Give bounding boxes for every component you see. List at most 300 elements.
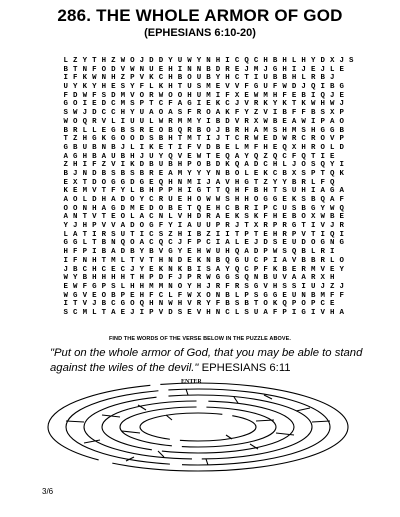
grid-letter: R — [139, 126, 145, 135]
grid-letter: H — [92, 256, 97, 265]
grid-letter: W — [92, 74, 97, 83]
grid-letter: T — [177, 83, 183, 92]
grid-letter: W — [73, 109, 78, 118]
grid-letter: O — [301, 213, 306, 222]
grid-letter: T — [310, 152, 316, 161]
grid-letter: E — [206, 204, 211, 213]
grid-letter: H — [101, 274, 107, 283]
grid-letter: M — [263, 91, 268, 100]
grid-letter: O — [130, 57, 135, 65]
grid-row — [61, 196, 347, 205]
grid-letter: T — [253, 230, 259, 239]
grid-letter: K — [301, 100, 306, 109]
grid-letter: P — [272, 222, 278, 231]
grid-letter: N — [206, 256, 211, 265]
grid-letter: F — [291, 109, 297, 118]
grid-letter: H — [82, 135, 87, 144]
verse-block — [50, 346, 380, 376]
grid-letter: I — [291, 65, 297, 74]
grid-letter: S — [282, 187, 287, 196]
grid-letter: D — [225, 117, 230, 126]
grid-letter: L — [149, 83, 154, 92]
grid-letter: B — [310, 256, 316, 265]
grid-letter: K — [263, 169, 268, 178]
grid-letter: P — [158, 187, 164, 196]
grid-letter: R — [310, 143, 316, 152]
grid-letter: G — [168, 248, 173, 257]
grid-letter: U — [63, 83, 68, 92]
grid-letter: C — [253, 57, 259, 65]
grid-letter: R — [320, 248, 325, 257]
grid-letter: D — [120, 248, 126, 257]
grid-row — [61, 153, 347, 162]
grid-letter: E — [282, 196, 287, 204]
grid-letter: I — [63, 74, 68, 83]
grid-letter: Q — [320, 91, 325, 100]
grid-letter: Q — [158, 239, 164, 248]
grid-letter: D — [215, 65, 221, 74]
grid-letter: V — [234, 117, 240, 126]
grid-letter: S — [111, 169, 116, 178]
grid-letter: G — [92, 282, 97, 291]
puzzle-title: 286. THE WHOLE ARMOR OF GOD — [57, 6, 343, 25]
grid-letter: G — [272, 65, 278, 74]
grid-letter: L — [310, 178, 316, 187]
grid-letter: D — [130, 178, 135, 187]
grid-letter: I — [120, 161, 126, 170]
grid-letter: I — [310, 222, 316, 231]
grid-letter: T — [272, 187, 278, 196]
grid-letter: K — [101, 135, 107, 144]
grid-letter: Z — [253, 109, 259, 118]
grid-letter: I — [63, 256, 68, 265]
grid-letter: D — [215, 161, 221, 170]
grid-letter: C — [111, 300, 116, 309]
grid-letter: E — [310, 65, 316, 74]
grid-letter: B — [120, 152, 126, 161]
grid-letter: E — [177, 196, 183, 204]
grid-letter: S — [225, 196, 230, 204]
grid-letter: R — [310, 135, 316, 144]
grid-letter: J — [263, 65, 268, 74]
grid-letter: O — [120, 213, 126, 222]
grid-letter: M — [120, 100, 126, 109]
grid-letter: E — [149, 178, 154, 187]
grid-letter: F — [168, 274, 173, 283]
grid-letter: B — [225, 169, 230, 178]
grid-letter: M — [187, 178, 192, 187]
grid-letter: J — [139, 152, 145, 161]
grid-letter: F — [339, 291, 344, 300]
grid-row — [61, 266, 347, 275]
grid-letter: B — [73, 143, 78, 152]
grid-letter: S — [301, 126, 306, 135]
grid-letter: R — [234, 282, 240, 291]
grid-letter: U — [149, 152, 154, 161]
grid-letter: I — [301, 282, 306, 291]
grid-letter: E — [158, 143, 164, 152]
grid-row — [61, 100, 347, 109]
grid-letter: Y — [73, 83, 78, 92]
grid-letter: G — [234, 256, 240, 265]
grid-letter: F — [187, 109, 192, 118]
grid-letter: H — [215, 57, 221, 65]
grid-letter: B — [272, 74, 278, 83]
grid-letter: N — [82, 204, 87, 213]
grid-letter: O — [301, 300, 306, 309]
grid-letter: V — [196, 143, 202, 152]
grid-letter: B — [149, 161, 154, 170]
grid-letter: M — [177, 117, 183, 126]
grid-letter: R — [196, 274, 202, 283]
grid-row — [61, 170, 347, 179]
grid-letter: B — [244, 300, 249, 309]
grid-letter: W — [63, 117, 68, 126]
grid-letter: K — [149, 143, 154, 152]
grid-letter: W — [206, 196, 211, 204]
grid-letter: R — [215, 282, 221, 291]
grid-letter: W — [82, 91, 87, 100]
grid-letter: T — [101, 256, 107, 265]
grid-letter: C — [73, 308, 78, 317]
grid-letter: B — [101, 239, 107, 248]
grid-letter: A — [63, 213, 68, 222]
grid-letter: H — [111, 74, 116, 83]
grid-letter: I — [225, 57, 230, 65]
grid-letter: D — [158, 274, 164, 283]
grid-letter: I — [196, 100, 202, 109]
grid-letter: Q — [234, 248, 240, 257]
grid-letter: A — [215, 178, 221, 187]
grid-letter: Y — [139, 248, 145, 257]
grid-row — [61, 83, 347, 92]
grid-letter: I — [253, 74, 259, 83]
grid-letter: Q — [82, 117, 87, 126]
grid-letter: X — [196, 291, 202, 300]
grid-letter: W — [263, 117, 268, 126]
grid-letter: C — [149, 196, 154, 204]
grid-letter: I — [320, 83, 325, 92]
grid-letter: B — [206, 65, 211, 74]
grid-letter: V — [92, 213, 97, 222]
grid-letter: A — [101, 204, 107, 213]
grid-letter: B — [301, 248, 306, 257]
grid-letter: H — [168, 65, 173, 74]
grid-letter: N — [168, 282, 173, 291]
grid-letter: S — [101, 91, 107, 100]
grid-letter: M — [206, 83, 211, 92]
grid-letter: H — [196, 248, 202, 257]
grid-letter: O — [177, 282, 183, 291]
grid-letter: V — [177, 213, 183, 222]
grid-letter: D — [92, 169, 97, 178]
grid-letter: W — [130, 65, 135, 74]
grid-letter: X — [310, 213, 316, 222]
grid-row — [61, 213, 347, 222]
grid-letter: V — [234, 83, 240, 92]
grid-letter: S — [130, 169, 135, 178]
grid-letter: R — [310, 74, 316, 83]
grid-letter: R — [282, 222, 287, 231]
grid-letter: Y — [196, 169, 202, 178]
grid-letter: O — [196, 161, 202, 170]
grid-letter: U — [82, 143, 87, 152]
grid-letter: A — [244, 161, 249, 170]
grid-letter: V — [158, 308, 164, 317]
grid-letter: K — [339, 169, 344, 178]
grid-letter: R — [282, 230, 287, 239]
grid-letter: Z — [263, 178, 268, 187]
grid-letter: Y — [272, 178, 278, 187]
grid-letter: D — [253, 161, 259, 170]
grid-letter: W — [320, 213, 325, 222]
grid-letter: G — [253, 282, 259, 291]
grid-row — [61, 92, 347, 101]
grid-letter: O — [101, 178, 107, 187]
grid-letter: Y — [120, 187, 126, 196]
grid-letter: B — [329, 83, 335, 92]
grid-letter: Q — [244, 57, 249, 65]
grid-letter: I — [177, 143, 183, 152]
grid-letter: T — [244, 74, 249, 83]
grid-letter: R — [339, 222, 344, 231]
grid-letter: D — [158, 57, 164, 65]
grid-letter: J — [329, 74, 335, 83]
grid-row — [61, 274, 347, 283]
grid-letter: A — [329, 117, 335, 126]
grid-letter: V — [329, 135, 335, 144]
grid-letter: P — [253, 265, 259, 274]
grid-letter: V — [282, 274, 287, 283]
grid-letter: L — [63, 230, 68, 239]
grid-letter: G — [111, 135, 116, 144]
grid-letter: O — [130, 135, 135, 144]
grid-letter: I — [291, 308, 297, 317]
grid-letter: B — [215, 143, 221, 152]
grid-letter: B — [63, 126, 68, 135]
grid-row — [61, 179, 347, 188]
grid-letter: K — [130, 161, 135, 170]
grid-letter: A — [339, 308, 344, 317]
grid-row — [61, 127, 347, 136]
grid-letter: L — [63, 57, 68, 65]
grid-letter: T — [196, 135, 202, 144]
grid-letter: Y — [187, 282, 192, 291]
grid-letter: C — [272, 204, 278, 213]
grid-letter: B — [158, 135, 164, 144]
grid-letter: P — [339, 109, 344, 118]
grid-letter: V — [130, 91, 135, 100]
grid-letter: L — [282, 161, 287, 170]
grid-letter: E — [63, 178, 68, 187]
grid-letter: D — [206, 143, 211, 152]
grid-letter: L — [168, 213, 173, 222]
grid-letter: H — [244, 196, 249, 204]
grid-letter: E — [225, 143, 230, 152]
grid-letter: F — [73, 248, 78, 257]
grid-letter: U — [244, 256, 249, 265]
grid-letter: L — [244, 169, 249, 178]
grid-letter: K — [225, 161, 230, 170]
grid-letter: E — [329, 265, 335, 274]
grid-letter: M — [149, 282, 154, 291]
grid-letter: U — [215, 248, 221, 257]
grid-letter: J — [177, 239, 183, 248]
grid-letter: H — [234, 187, 240, 196]
grid-letter: Z — [111, 57, 116, 65]
grid-letter: S — [206, 265, 211, 274]
grid-letter: U — [177, 57, 183, 65]
grid-letter: J — [339, 100, 344, 109]
grid-letter: B — [310, 291, 316, 300]
grid-letter: S — [63, 308, 68, 317]
grid-letter: R — [225, 222, 230, 231]
grid-letter: D — [149, 204, 154, 213]
grid-letter: S — [158, 230, 164, 239]
grid-letter: I — [310, 91, 316, 100]
grid-letter: S — [111, 230, 116, 239]
grid-letter: E — [215, 83, 221, 92]
grid-letter: X — [73, 178, 78, 187]
grid-letter: V — [301, 230, 306, 239]
grid-letter: H — [301, 143, 306, 152]
grid-letter: P — [320, 117, 325, 126]
grid-letter: J — [73, 169, 78, 178]
grid-letter: G — [320, 126, 325, 135]
grid-letter: H — [225, 248, 230, 257]
grid-letter: M — [120, 91, 126, 100]
grid-letter: Z — [101, 161, 107, 170]
grid-letter: R — [244, 204, 249, 213]
grid-letter: A — [291, 117, 297, 126]
grid-row — [61, 283, 347, 292]
grid-letter: R — [73, 126, 78, 135]
grid-letter: H — [301, 187, 306, 196]
grid-letter: N — [253, 274, 259, 283]
grid-letter: E — [282, 291, 287, 300]
grid-letter: N — [206, 57, 211, 65]
grid-letter: I — [82, 100, 87, 109]
grid-letter: E — [282, 213, 287, 222]
grid-letter: G — [263, 291, 268, 300]
grid-letter: B — [120, 126, 126, 135]
grid-letter: B — [310, 109, 316, 118]
grid-letter: E — [149, 265, 154, 274]
grid-letter: B — [225, 126, 230, 135]
grid-letter: C — [168, 239, 173, 248]
grid-letter: H — [291, 74, 297, 83]
grid-letter: I — [120, 117, 126, 126]
grid-letter: J — [291, 161, 297, 170]
grid-letter: C — [234, 57, 240, 65]
grid-letter: U — [168, 196, 173, 204]
grid-letter: E — [139, 204, 145, 213]
grid-letter: B — [92, 143, 97, 152]
grid-letter: U — [272, 274, 278, 283]
grid-letter: U — [196, 222, 202, 231]
grid-letter: I — [206, 117, 211, 126]
grid-letter: H — [187, 91, 192, 100]
grid-letter: R — [92, 117, 97, 126]
grid-letter: J — [234, 222, 240, 231]
grid-letter: S — [282, 248, 287, 257]
grid-letter: H — [225, 74, 230, 83]
grid-letter: D — [272, 135, 278, 144]
grid-letter: S — [244, 308, 249, 317]
grid-letter: D — [253, 248, 259, 257]
grid-letter: D — [120, 204, 126, 213]
grid-letter: L — [120, 256, 126, 265]
grid-letter: Q — [272, 152, 278, 161]
grid-letter: V — [263, 282, 268, 291]
grid-letter: B — [282, 74, 287, 83]
grid-letter: I — [329, 248, 335, 257]
grid-letter: C — [253, 256, 259, 265]
grid-letter: Z — [73, 135, 78, 144]
grid-letter: B — [101, 300, 107, 309]
grid-letter: P — [291, 300, 297, 309]
grid-row — [61, 57, 354, 66]
grid-letter: I — [339, 161, 344, 170]
grid-letter: E — [187, 248, 192, 257]
grid-letter: J — [82, 109, 87, 118]
grid-letter: B — [272, 57, 278, 65]
grid-letter: S — [149, 135, 154, 144]
grid-letter: H — [158, 256, 164, 265]
grid-letter: F — [272, 308, 278, 317]
grid-letter: S — [177, 308, 183, 317]
grid-letter: Y — [187, 169, 192, 178]
grid-letter: Q — [310, 83, 316, 92]
grid-letter: B — [225, 291, 230, 300]
grid-letter: M — [82, 308, 87, 317]
grid-letter: V — [82, 291, 87, 300]
grid-letter: Y — [339, 265, 344, 274]
grid-letter: K — [63, 187, 68, 196]
grid-letter: I — [215, 91, 221, 100]
grid-letter: W — [120, 57, 126, 65]
grid-letter: U — [120, 230, 126, 239]
grid-row — [61, 118, 347, 127]
grid-letter: H — [149, 187, 154, 196]
grid-letter: P — [120, 291, 126, 300]
grid-letter: Y — [310, 57, 316, 65]
grid-letter: S — [301, 169, 306, 178]
grid-letter: B — [101, 248, 107, 257]
grid-letter: G — [111, 204, 116, 213]
grid-letter: H — [92, 274, 97, 283]
grid-letter: M — [187, 117, 192, 126]
grid-letter: R — [158, 196, 164, 204]
grid-letter: B — [82, 274, 87, 283]
grid-letter: P — [215, 222, 221, 231]
grid-letter: G — [120, 300, 126, 309]
grid-letter: G — [329, 187, 335, 196]
grid-letter: C — [282, 152, 287, 161]
grid-letter: F — [187, 143, 192, 152]
grid-letter: B — [111, 143, 116, 152]
grid-letter: G — [329, 126, 335, 135]
grid-letter: F — [272, 83, 278, 92]
grid-letter: W — [63, 274, 68, 283]
grid-letter: H — [92, 265, 97, 274]
grid-letter: E — [111, 213, 116, 222]
grid-letter: S — [244, 213, 249, 222]
grid-letter: Q — [168, 152, 173, 161]
grid-letter: S — [111, 282, 116, 291]
grid-letter: B — [225, 300, 230, 309]
grid-letter: G — [339, 239, 344, 248]
